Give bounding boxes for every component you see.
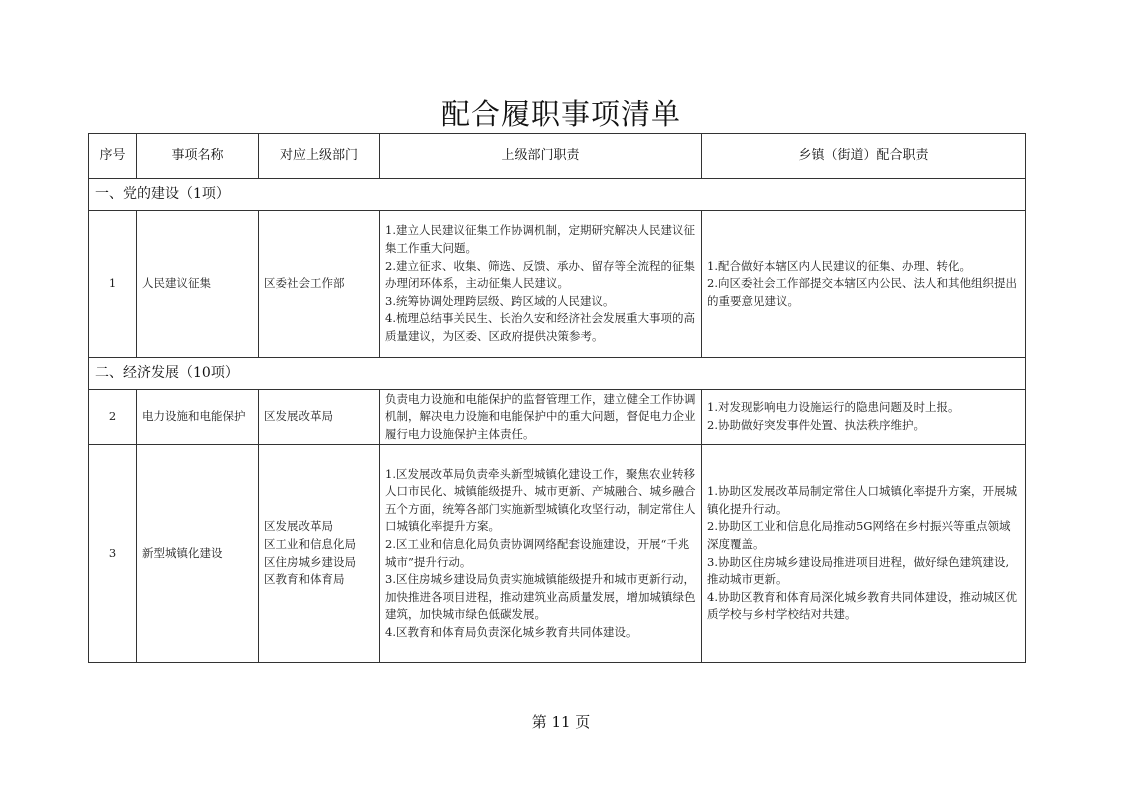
header-dept: 对应上级部门 [259, 134, 380, 179]
table-row [89, 390, 1026, 445]
cell-no: 3 [89, 445, 137, 663]
cell-dept: 区发展改革局 区工业和信息化局 区住房城乡建设局 区教育和体育局 [259, 445, 380, 663]
cell-coop-duty: 1.对发现影响电力设施运行的隐患问题及时上报。 2.协助做好突发事件处置、执法秩序维护。 [702, 390, 1026, 445]
cell-no: 2 [89, 390, 137, 445]
table-row [89, 445, 1026, 663]
cell-coop-duty: 1.协助区发展改革局制定常住人口城镇化率提升方案，开展城镇化提升行动。 2.协助区工业和信息化局推动5G网络在乡村振兴等重点领域深度覆盖。 3.协助区住房城乡建设局推进项目进程，做好绿色建筑建设,推动城市更新。 4.协助区教育和体育局深化城乡教育共同体建设，推动城区优质学校与乡村学校结对共建。 [702, 445, 1026, 663]
page-number: 第 11 页 [531, 713, 591, 731]
cell-item-name: 新型城镇化建设 [137, 445, 259, 663]
cell-dept: 区委社会工作部 [259, 211, 380, 358]
cell-coop-duty: 1.配合做好本辖区内人民建议的征集、办理、转化。 2.向区委社会工作部提交本辖区内公民、法人和其他组织提出的重要意见建议。 [702, 211, 1026, 358]
header-coop-duty: 乡镇（街道）配合职责 [702, 134, 1026, 179]
cell-item-name: 电力设施和电能保护 [137, 390, 259, 445]
cell-dept-duty: 1.建立人民建议征集工作协调机制，定期研究解决人民建议征集工作重大问题。 2.建立征求、收集、筛选、反馈、承办、留存等全流程的征集办理闭环体系，主动征集人民建议。 3.统筹协调处理跨层级、跨区域的人民建议。 4.梳理总结事关民生、长治久安和经济社会发展重大事项的高质量建议，为区委、区政府提供决策参考。 [380, 211, 702, 358]
header-item-name: 事项名称 [137, 134, 259, 179]
cell-item-name: 人民建议征集 [137, 211, 259, 358]
section-label: 一、党的建设（1项） [89, 179, 1026, 211]
cell-no: 1 [89, 211, 137, 358]
header-dept-duty: 上级部门职责 [380, 134, 702, 179]
cell-dept: 区发展改革局 [259, 390, 380, 445]
table-row [89, 211, 1026, 358]
page-title: 配合履职事项清单 [440, 97, 681, 131]
cell-dept-duty: 负责电力设施和电能保护的监督管理工作，建立健全工作协调机制，解决电力设施和电能保护中的重大问题，督促电力企业履行电力设施保护主体责任。 [380, 390, 702, 445]
cell-dept-duty: 1.区发展改革局负责牵头新型城镇化建设工作，聚焦农业转移人口市民化、城镇能级提升、城市更新、产城融合、城乡融合五个方面，统筹各部门实施新型城镇化攻坚行动，制定常住人口城镇化率提升方案。 2.区工业和信息化局负责协调网络配套设施建设，开展“千兆城市”提升行动。 3.区住房城乡建设局负责实施城镇能级提升和城市更新行动，加快推进各项目进程，推动建筑业高质量发展，增加城镇绿色建筑，加快城市绿色低碳发展。 4.区教育和体育局负责深化城乡教育共同体建设。 [380, 445, 702, 663]
section-row [89, 358, 1026, 390]
table-header-row [89, 134, 1026, 179]
header-no: 序号 [89, 134, 137, 179]
duty-table [88, 133, 1026, 663]
section-row [89, 179, 1026, 211]
section-label: 二、经济发展（10项） [89, 358, 1026, 390]
